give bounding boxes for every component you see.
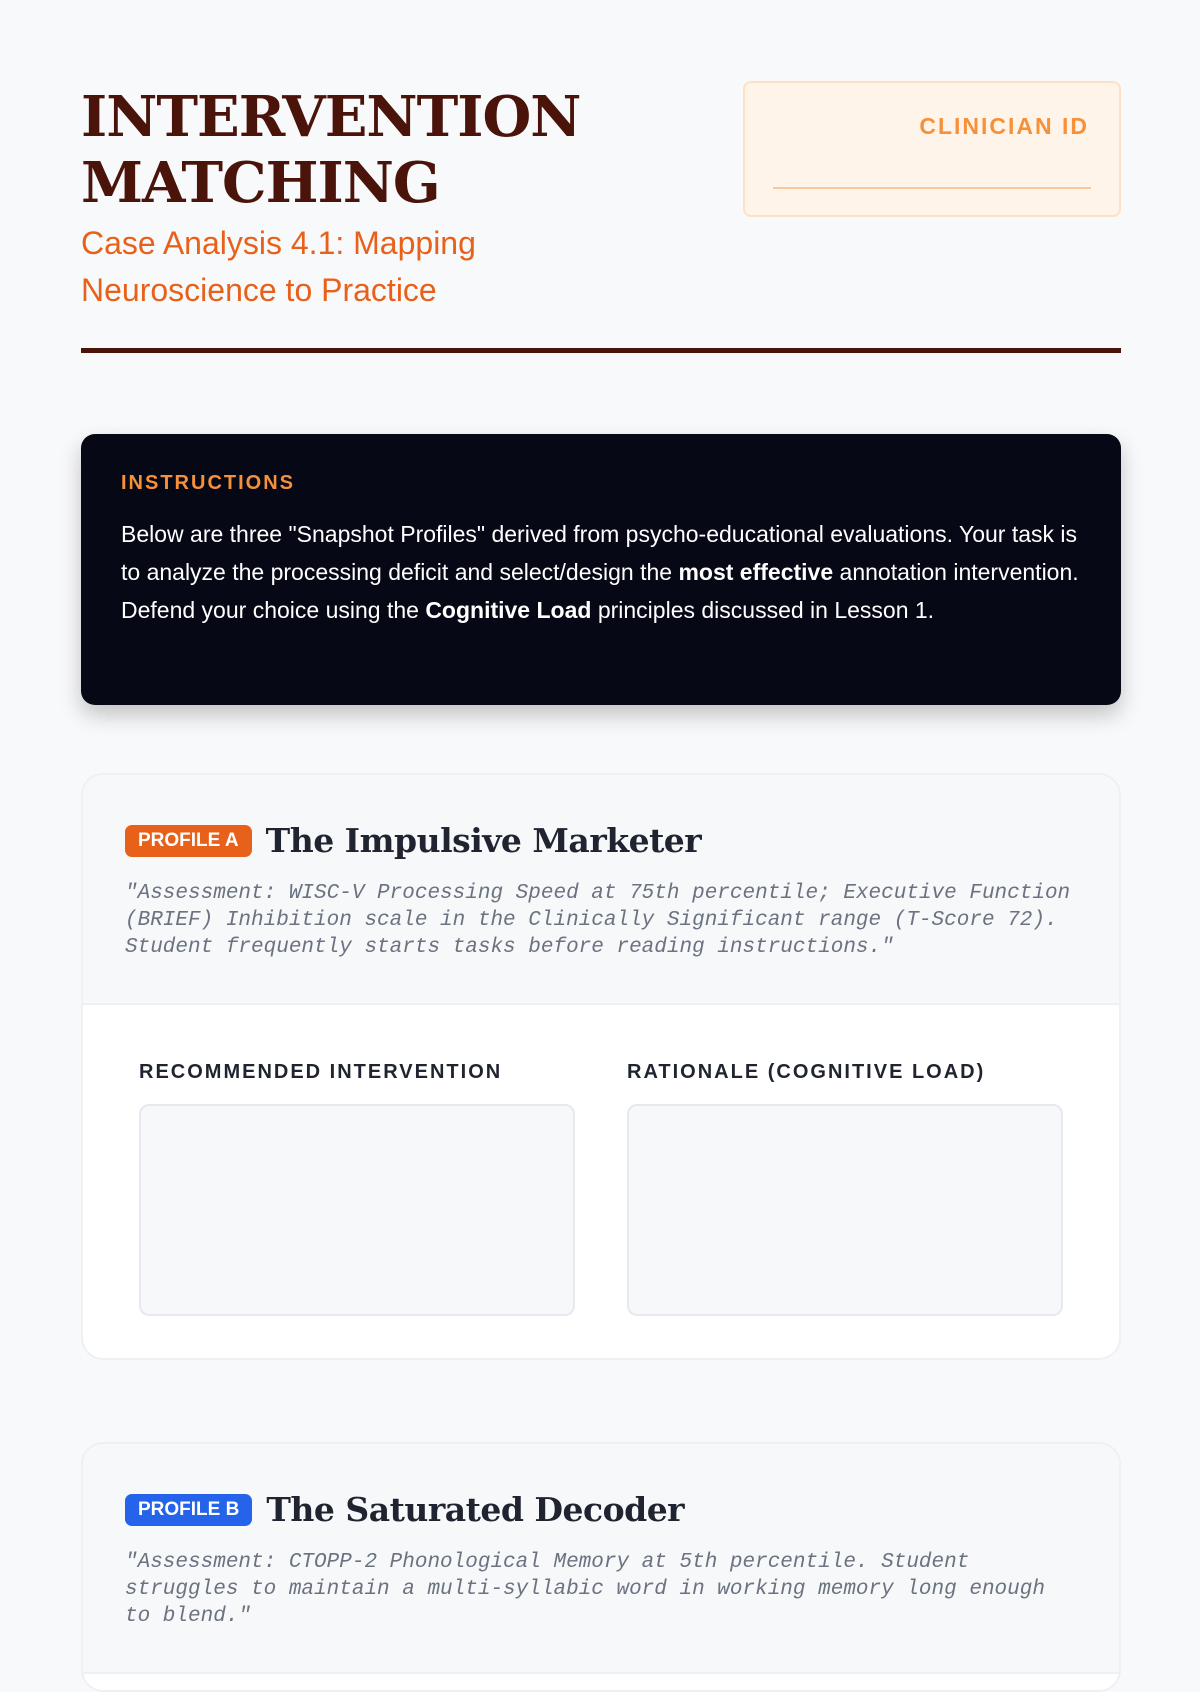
instructions-text-part: annotation intervention. Defend your choice using the xyxy=(121,559,1079,623)
profile-title-row xyxy=(125,1490,1077,1529)
instructions-text-part: Below are three "Snapshot Profiles" derived from psycho-educational evaluations. Your task is to analyze the processing deficit and select/design the xyxy=(121,521,1078,585)
rationale-label: RATIONALE (COGNITIVE LOAD) xyxy=(627,1061,986,1083)
instructions-text xyxy=(121,515,1081,629)
intervention-field xyxy=(139,1061,575,1316)
instructions-emphasis-cognitive-load: Cognitive Load xyxy=(425,597,592,623)
profile-title: The Saturated Decoder xyxy=(266,1490,685,1529)
header-divider xyxy=(81,348,1121,353)
rationale-textarea[interactable] xyxy=(627,1104,1063,1316)
rationale-field xyxy=(627,1061,1063,1316)
profile-badge: PROFILE A xyxy=(125,825,252,857)
profile-card-b xyxy=(81,1442,1121,1692)
intervention-textarea[interactable] xyxy=(139,1104,575,1316)
profile-assessment: "Assessment: WISC-V Processing Speed at 75th percentile; Executive Function (BRIEF) Inhibition scale in the Clinically Significant range (T-Score 72). Student frequently starts tasks before reading instructions." xyxy=(125,882,1071,959)
instructions-text-part: principles discussed in Lesson 1. xyxy=(591,597,935,623)
clinician-id-box xyxy=(743,81,1121,217)
profile-title: The Impulsive Marketer xyxy=(265,821,702,860)
instructions-panel xyxy=(81,434,1121,705)
profile-assessment: "Assessment: CTOPP-2 Phonological Memory at 5th percentile. Student struggles to maintain a multi-syllabic word in working memory long enough to blend." xyxy=(125,1551,1045,1628)
page-header xyxy=(81,84,1121,314)
page-subtitle: Case Analysis 4.1: Mapping Neuroscience to Practice xyxy=(81,225,476,308)
intervention-label: RECOMMENDED INTERVENTION xyxy=(139,1061,503,1083)
page-title: INTERVENTION MATCHING xyxy=(81,84,581,216)
profile-header xyxy=(83,775,1119,1005)
profile-header xyxy=(83,1444,1119,1674)
profile-card-a xyxy=(81,773,1121,1360)
profile-response-fields xyxy=(83,1005,1119,1316)
profile-title-row xyxy=(125,821,1077,860)
instructions-label: INSTRUCTIONS xyxy=(121,472,295,494)
clinician-id-field[interactable] xyxy=(773,187,1091,189)
instructions-emphasis-most-effective: most effective xyxy=(678,559,834,585)
clinician-id-label: CLINICIAN ID xyxy=(919,113,1089,139)
profile-badge: PROFILE B xyxy=(125,1494,252,1526)
